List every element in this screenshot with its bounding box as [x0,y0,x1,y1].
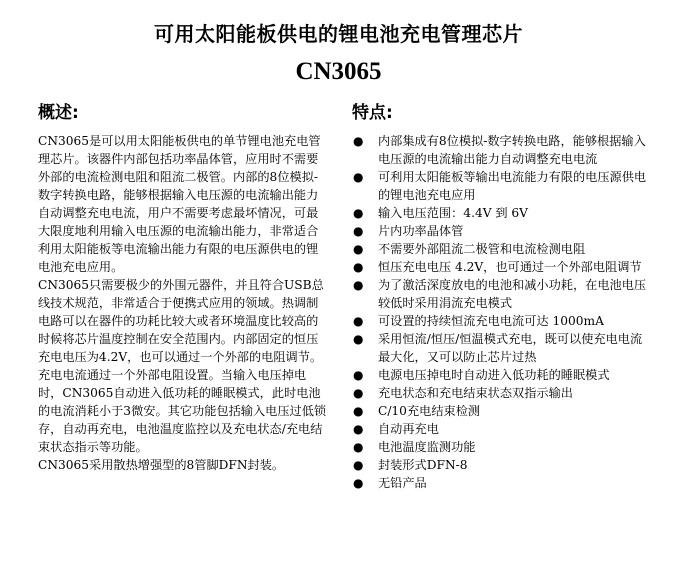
overview-paragraph: CN3065只需要极少的外围元器件，并且符合USB总线技术规范，非常适合于便携式应用的领域。热调制电路可以在器件的功耗比较大或者环境温度比较高的时候将芯片温度控制在安全范围内。内部固定的恒压充电电压为4.2V，也可以通过一个外部的电阻调节。充电电流通过一个外部电阻设置。当输入电压掉电时，CN3065自动进入低功耗的睡眠模式，此时电池的电流消耗小于3微安。其它功能包括输入电压过低锁存，自动再充电，电池温度监控以及充电状态/充电结束状态指示等功能。 [38,278,327,454]
feature-item [352,402,652,420]
bullet-icon: ● [353,206,364,220]
feature-text: 电池温度监测功能 [378,440,476,454]
feature-text: 内部集成有8位模拟-数字转换电路，能够根据输入电压源的电流输出能力自动调整充电电流 [378,134,646,166]
feature-item [352,240,652,258]
bullet-icon: ● [353,440,364,454]
feature-text: 不需要外部阻流二极管和电流检测电阻 [378,242,586,256]
document-title: 可用太阳能板供电的锂电池充电管理芯片 [154,22,523,46]
bullet-icon: ● [353,314,364,328]
features-heading: 特点: [352,103,393,123]
bullet-icon: ● [353,278,364,292]
feature-text: 自动再充电 [378,422,439,436]
bullet-icon: ● [353,386,364,400]
feature-text: 无铅产品 [378,476,427,490]
bullet-icon: ● [353,242,364,256]
feature-item [352,420,652,438]
bullet-icon: ● [353,260,364,274]
bullet-icon: ● [353,458,364,472]
feature-text: C/10充电结束检测 [378,404,481,418]
feature-item [352,312,652,330]
feature-item [352,384,652,402]
overview-paragraph: CN3065采用散热增强型的8管脚DFN封装。 [38,458,285,472]
feature-text: 为了激活深度放电的电池和减小功耗，在电池电压较低时采用涓流充电模式 [378,278,647,310]
bullet-icon: ● [353,422,364,436]
features-list [352,132,652,492]
bullet-icon: ● [353,404,364,418]
bullet-icon: ● [353,368,364,382]
feature-text: 可设置的持续恒流充电电流可达 1000mA [378,314,604,328]
overview-text [38,132,330,474]
overview-paragraph: CN3065是可以用太阳能板供电的单节锂电池充电管理芯片。该器件内部包括功率晶体管，应用时不需要外部的电流检测电阻和阻流二极管。内部的8位模拟-数字转换电路，能够根据输入电压源的电流输出能力自动调整充电电流，用户不需要考虑最坏情况，可最大限度地利用输入电压源的电流输出能力，非常适合利用太阳能板等电流输出能力有限的电压源供电的锂电池充电应用。 [38,134,321,274]
feature-text: 片内功率晶体管 [378,224,464,238]
feature-text: 充电状态和充电结束状态双指示输出 [378,386,573,400]
feature-item [352,258,652,276]
feature-item [352,132,652,168]
feature-item [352,456,652,474]
feature-text: 可利用太阳能板等输出电流能力有限的电压源供电的锂电池充电应用 [378,170,647,202]
feature-item [352,222,652,240]
model-number: CN3065 [295,58,382,85]
feature-text: 采用恒流/恒压/恒温模式充电，既可以使充电电流最大化，又可以防止芯片过热 [378,332,643,364]
feature-text: 封装形式DFN-8 [378,458,468,472]
feature-item [352,204,652,222]
feature-text: 电源电压掉电时自动进入低功耗的睡眠模式 [378,368,610,382]
feature-item [352,168,652,204]
bullet-icon: ● [353,332,364,346]
feature-item [352,438,652,456]
bullet-icon: ● [353,224,364,238]
feature-text: 恒压充电电压 4.2V，也可通过一个外部电阻调节 [378,260,642,274]
overview-heading: 概述: [38,103,79,123]
feature-item [352,330,652,366]
bullet-icon: ● [353,134,364,148]
feature-item [352,474,652,492]
feature-item [352,366,652,384]
bullet-icon: ● [353,476,364,490]
feature-item [352,276,652,312]
bullet-icon: ● [353,170,364,184]
feature-text: 输入电压范围：4.4V 到 6V [378,206,528,220]
